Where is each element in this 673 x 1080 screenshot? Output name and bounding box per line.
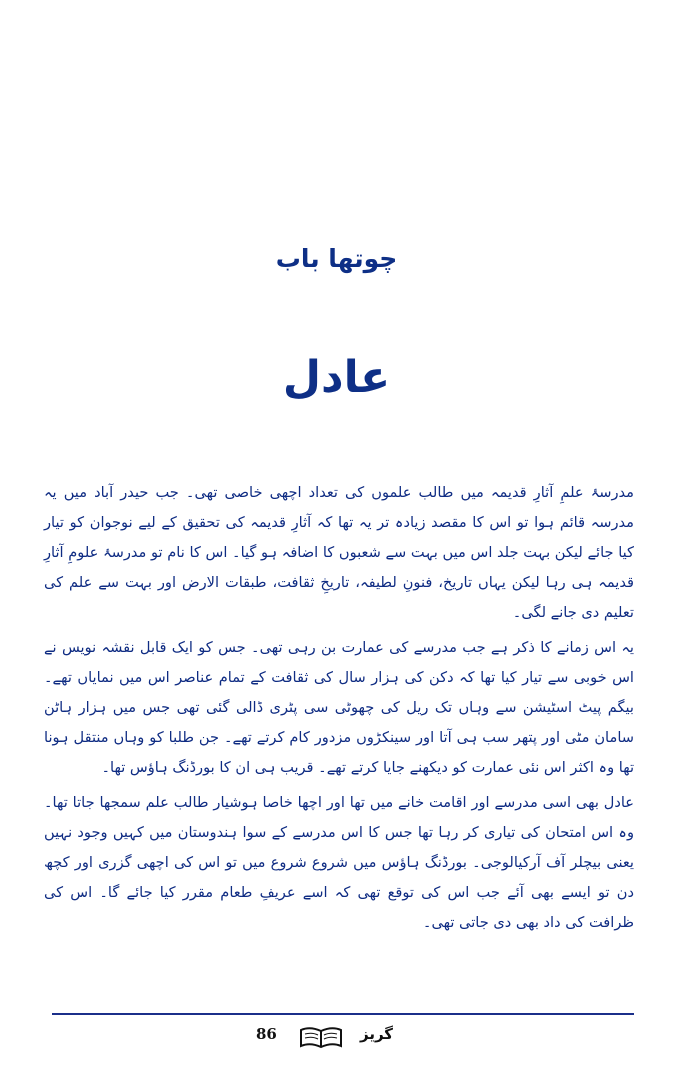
footer-rule — [52, 1013, 634, 1015]
page-number: 86 — [256, 1025, 277, 1043]
book-title: گریز — [360, 1025, 394, 1043]
chapter-title: عادل — [282, 352, 391, 403]
paragraph-3: عادل بھی اسی مدرسے اور اقامت خانے میں تھا اور اچھا خاصا ہوشیار طالب علم سمجھا جاتا تھا۔ وہ اس امتحان کی تیاری کر رہا تھا جس کا اس مدرسے کے سوا ہندوستان میں کہیں وجود نہیں یعنی بیچلر آف آرکیالوجی۔ بورڈنگ ہاؤس میں شروع شروع میں تو اس کی اچھی گزری اور کچھ دن تو ایسے بھی آئے جب اس کی توقع تھی کہ اسے عریفِ طعام مقرر کیا جائے گا۔ اس کی ظرافت کی داد بھی دی جاتی تھی۔ — [44, 794, 634, 931]
chapter-body — [44, 478, 634, 938]
paragraph-1: مدرسۂ علمِ آثارِ قدیمہ میں طالب علموں کی تعداد اچھی خاصی تھی۔ جب حیدر آباد میں یہ مدرسہ قائم ہوا تو اس کا مقصد زیادہ تر یہ تھا کہ آثارِ قدیمہ کی تحقیق کے لیے نوجوان کو تیار کیا جائے لیکن بہت جلد اس میں بہت سے شعبوں کا اضافہ ہو گیا۔ اس کا نام تو مدرسۂ علومِ آثارِ قدیمہ ہی رہا لیکن یہاں تاریخ، فنونِ لطیفہ، تاریخِ ثقافت، طبقات الارض اور بہت سے علم کی تعلیم دی جانے لگی۔ — [44, 484, 634, 621]
paragraph-2: یہ اس زمانے کا ذکر ہے جب مدرسے کی عمارت بن رہی تھی۔ جس کو ایک قابل نقشہ نویس نے اس خوبی سے تیار کیا تھا کہ دکن کی ہزار سال کی ثقافت کے تمام عناصر اس میں نمایاں تھے۔ بیگم پیٹ اسٹیشن سے وہاں تک ریل کی چھوٹی سی پٹری ڈالی گئی تھی جس میں ہزار ہاٹن سامان مٹی اور پتھر سب ہی آتا اور سینکڑوں مزدور کام کرتے تھے۔ جن طلبا کو وہاں منتقل ہونا تھا وہ اکثر اس نئی عمارت کو دیکھنے جایا کرتے تھے۔ قریب ہی ان کا بورڈنگ ہاؤس تھا۔ — [44, 639, 634, 776]
page-footer — [0, 1022, 673, 1052]
chapter-label: چوتھا باب — [275, 244, 398, 273]
open-book-icon — [298, 1025, 344, 1049]
